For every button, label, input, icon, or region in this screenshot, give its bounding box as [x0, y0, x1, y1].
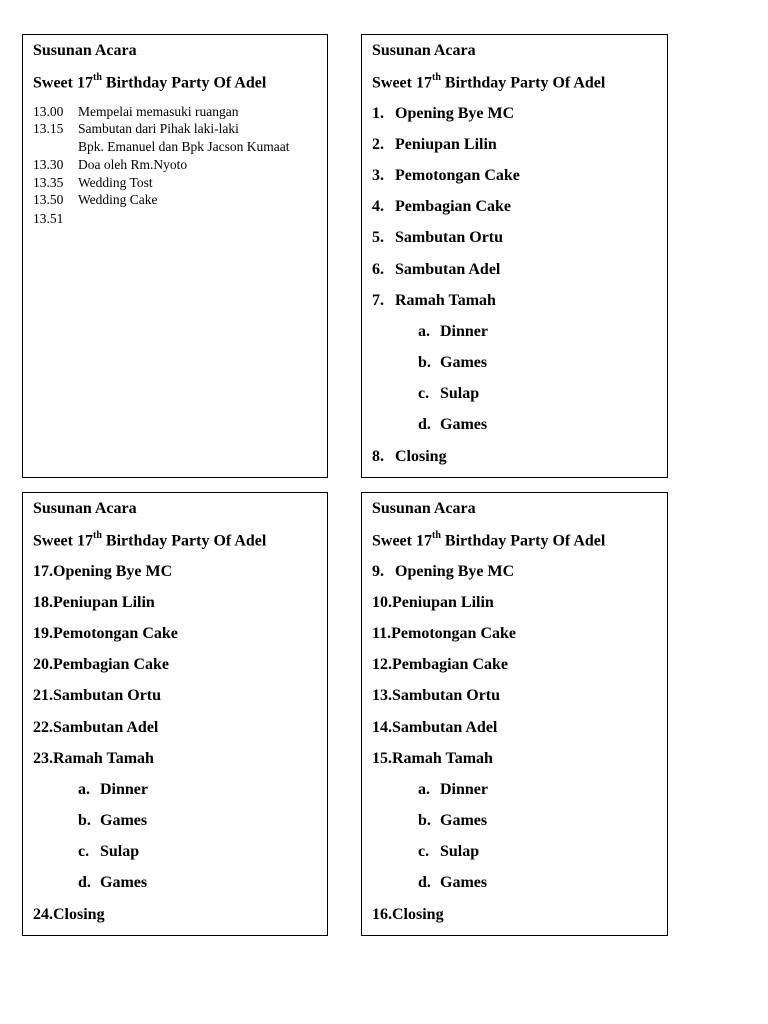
card-title: Susunan Acara: [33, 42, 137, 59]
list-item: 11.Pemotongan Cake: [372, 625, 517, 642]
sub-list-item: d. Games: [418, 874, 488, 891]
schedule-line: Bpk. Emanuel dan Bpk Jacson Kumaat: [78, 139, 290, 154]
card-subtitle: Sweet 17th Birthday Party Of Adel: [372, 530, 606, 550]
schedule-line: 13.51: [33, 211, 64, 226]
card-title: Susunan Acara: [372, 500, 476, 517]
sub-list-item: b. Games: [418, 812, 488, 829]
list-item: 12.Pembagian Cake: [372, 656, 508, 673]
list-item: 2. Peniupan Lilin: [372, 136, 497, 153]
card-subtitle: Sweet 17th Birthday Party Of Adel: [33, 72, 267, 92]
list-item: 17.Opening Bye MC: [33, 563, 173, 580]
sub-list-item: a. Dinner: [78, 781, 148, 798]
schedule-line: 13.35 Wedding Tost: [33, 175, 153, 190]
list-item: 19.Pemotongan Cake: [33, 625, 178, 642]
list-item: 9. Opening Bye MC: [372, 563, 515, 580]
list-item: 15.Ramah Tamah: [372, 750, 493, 767]
sub-list-item: c. Sulap: [418, 843, 480, 860]
schedule-line: 13.50 Wedding Cake: [33, 192, 158, 207]
list-item: 21.Sambutan Ortu: [33, 687, 162, 704]
program-card-list: [361, 34, 668, 478]
list-item-closing: 8. Closing: [372, 448, 447, 465]
list-item: 6. Sambutan Adel: [372, 261, 501, 278]
list-item: 7. Ramah Tamah: [372, 292, 496, 309]
sub-list-item: b. Games: [418, 354, 488, 371]
list-item: 22.Sambutan Adel: [33, 719, 159, 736]
program-card-schedule: [22, 34, 328, 478]
program-card-list: [22, 492, 328, 936]
sub-list-item: a. Dinner: [418, 323, 488, 340]
list-item: 23.Ramah Tamah: [33, 750, 154, 767]
list-item: 18.Peniupan Lilin: [33, 594, 155, 611]
sub-list-item: d. Games: [418, 416, 488, 433]
sub-list-item: a. Dinner: [418, 781, 488, 798]
program-card-list: [361, 492, 668, 936]
card-title: Susunan Acara: [33, 500, 137, 517]
list-item-closing: 16.Closing: [372, 906, 444, 923]
list-item: 14.Sambutan Adel: [372, 719, 498, 736]
sub-list-item: b. Games: [78, 812, 148, 829]
list-item: 13.Sambutan Ortu: [372, 687, 501, 704]
list-item-closing: 24.Closing: [33, 906, 105, 923]
list-item: 3. Pemotongan Cake: [372, 167, 520, 184]
schedule-line: 13.30 Doa oleh Rm.Nyoto: [33, 157, 188, 172]
sub-list-item: c. Sulap: [78, 843, 140, 860]
list-item: 1. Opening Bye MC: [372, 105, 515, 122]
sub-list-item: d. Games: [78, 874, 148, 891]
list-item: 5. Sambutan Ortu: [372, 229, 504, 246]
list-item: 20.Pembagian Cake: [33, 656, 169, 673]
schedule-line: 13.15 Sambutan dari Pihak laki-laki: [33, 121, 239, 136]
schedule-line: 13.00 Mempelai memasuki ruangan: [33, 104, 239, 119]
card-title: Susunan Acara: [372, 42, 476, 59]
list-item: 4. Pembagian Cake: [372, 198, 511, 215]
card-subtitle: Sweet 17th Birthday Party Of Adel: [372, 72, 606, 92]
card-subtitle: Sweet 17th Birthday Party Of Adel: [33, 530, 267, 550]
list-item: 10.Peniupan Lilin: [372, 594, 494, 611]
sub-list-item: c. Sulap: [418, 385, 480, 402]
